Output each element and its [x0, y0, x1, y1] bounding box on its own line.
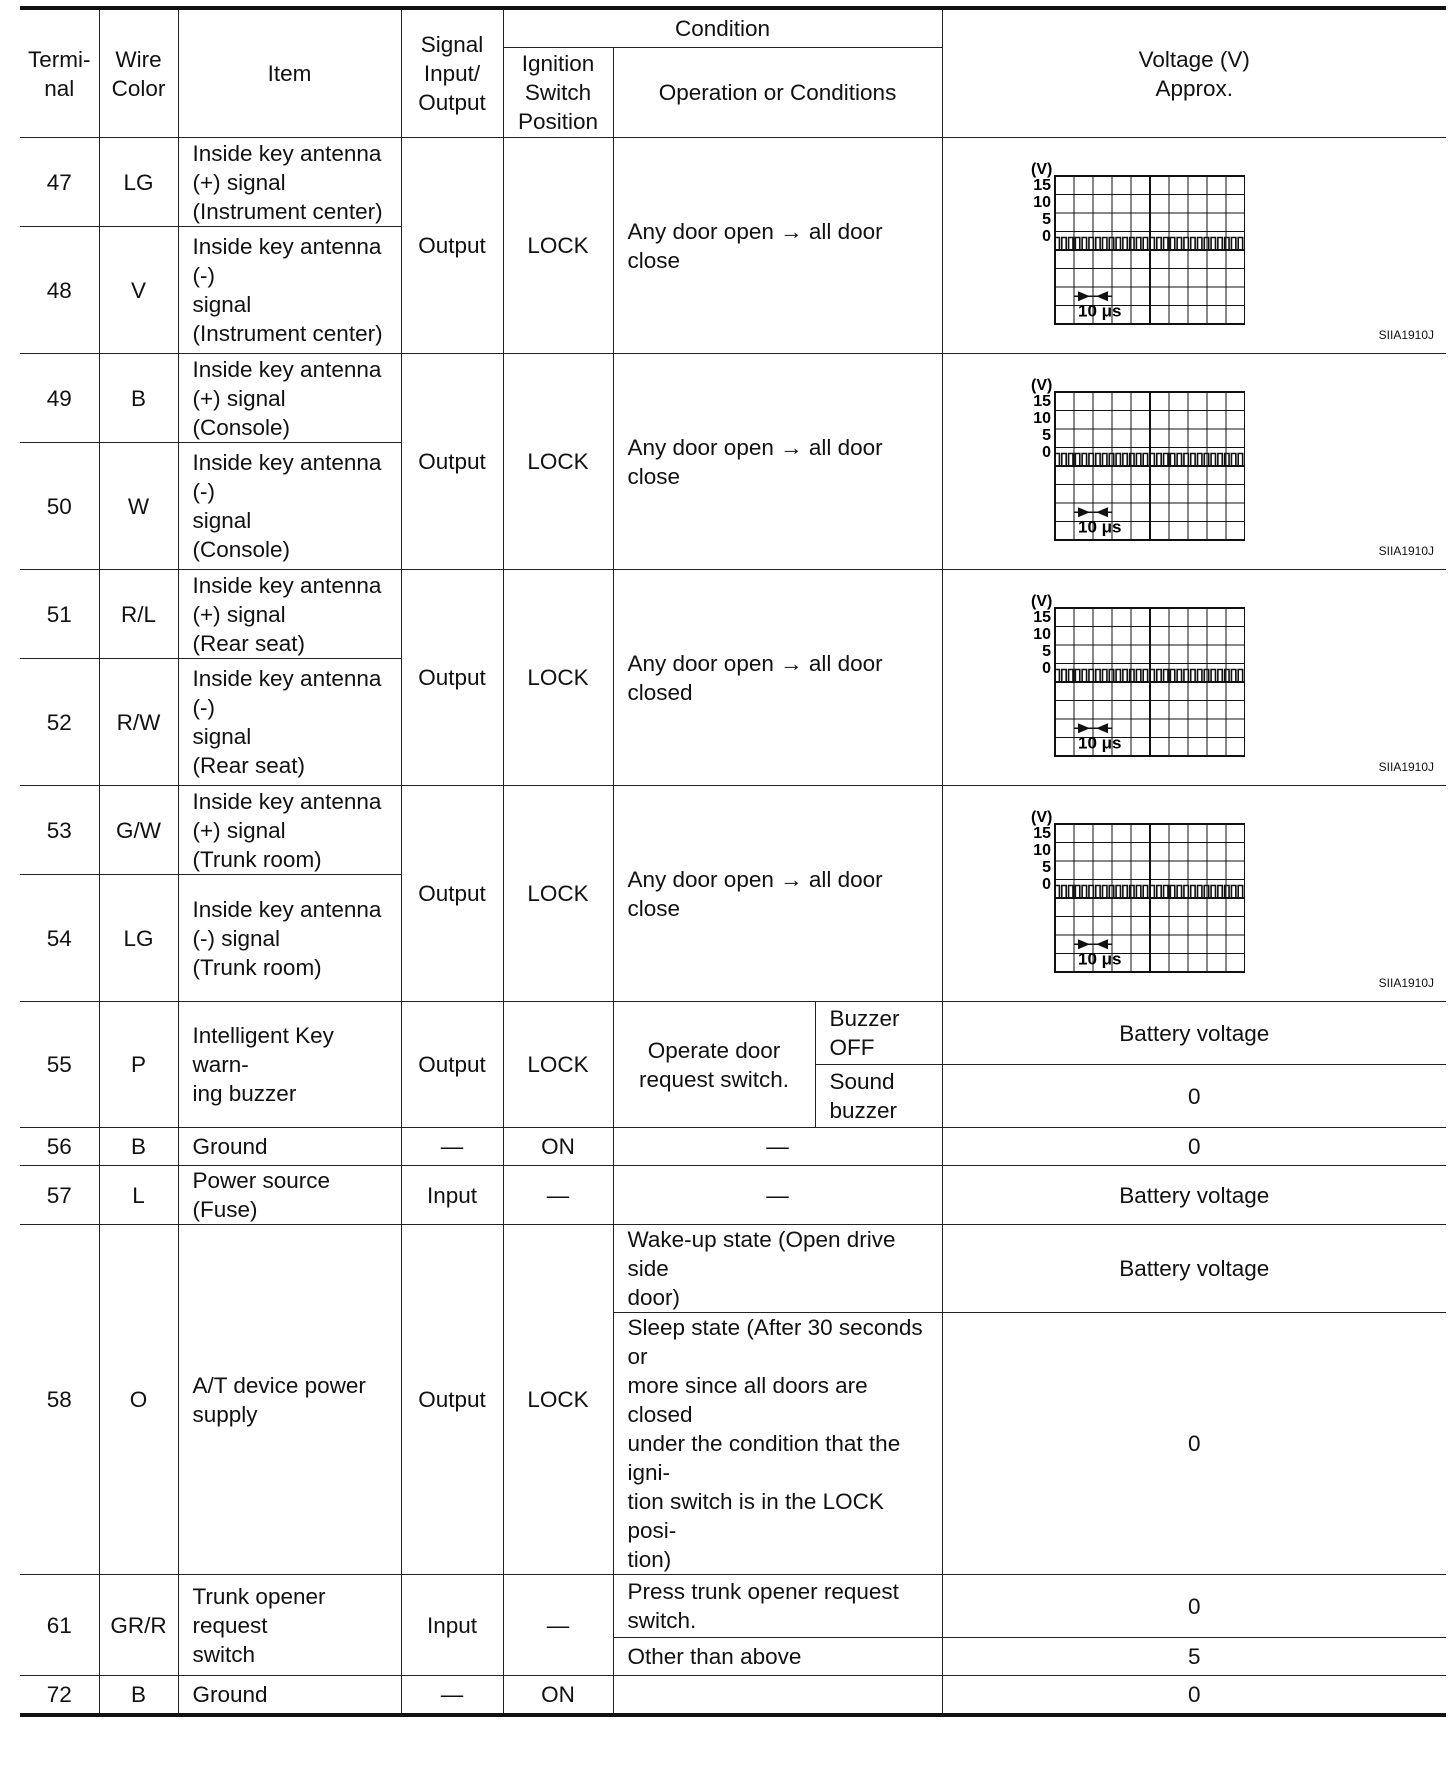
table-row [20, 138, 1446, 227]
condition-cell: Any door open → all door close [613, 138, 942, 354]
header-item: Item [178, 8, 401, 138]
y-tick-label: 5 [1041, 642, 1051, 660]
item-cell: Inside key antenna (+) signal (Trunk room) [178, 786, 401, 875]
signal-io-cell: — [401, 1676, 503, 1716]
figure-id: SIIA1910J [1378, 976, 1435, 990]
time-label: 10 μs [1077, 300, 1122, 320]
header-condition: Condition [503, 8, 942, 48]
voltage-cell: 0 [942, 1128, 1446, 1166]
y-tick-label: 15 [1032, 608, 1051, 626]
wire-color-cell: LG [99, 875, 178, 1002]
time-arrow-left [1096, 939, 1108, 949]
table-row [20, 1002, 1446, 1065]
item-cell: Ground [178, 1128, 401, 1166]
wire-color-cell: O [99, 1225, 178, 1575]
header-row [20, 8, 1446, 48]
time-label: 10 μs [1077, 948, 1122, 968]
header-signal: Signal Input/ Output [401, 8, 503, 138]
y-tick-label: 10 [1032, 193, 1051, 211]
ignition-cell: ON [503, 1128, 613, 1166]
ignition-cell: ON [503, 1676, 613, 1716]
terminal-cell: 57 [20, 1166, 99, 1225]
condition-cell: Press trunk opener request switch. [613, 1575, 942, 1638]
pulse-signal [1055, 453, 1245, 466]
terminal-cell: 47 [20, 138, 99, 227]
item-cell: Inside key antenna (-) signal (Rear seat) [178, 659, 401, 786]
terminal-cell: 53 [20, 786, 99, 875]
header-voltage: Voltage (V) Approx. [942, 8, 1446, 138]
condition-cell [613, 1676, 942, 1716]
item-cell: Inside key antenna (-) signal (Trunk room) [178, 875, 401, 1002]
y-tick-label: 0 [1041, 875, 1051, 893]
y-tick-label: 5 [1041, 858, 1051, 876]
waveform-cell [942, 786, 1446, 1002]
voltage-cell: Battery voltage [942, 1225, 1446, 1313]
terminal-cell: 51 [20, 570, 99, 659]
signal-io-cell: Output [401, 570, 503, 786]
time-arrow-right [1078, 939, 1090, 949]
table-body [20, 8, 1446, 1715]
signal-io-cell: Output [401, 354, 503, 570]
figure-id: SIIA1910J [1378, 760, 1435, 774]
terminal-cell: 54 [20, 875, 99, 1002]
time-arrow-left [1096, 291, 1108, 301]
header-ignition: Ignition Switch Position [503, 48, 613, 138]
condition-cell: Any door open → all door closed [613, 570, 942, 786]
waveform-cell [942, 138, 1446, 354]
terminal-cell: 56 [20, 1128, 99, 1166]
signal-io-cell: Output [401, 1002, 503, 1128]
item-cell: Trunk opener request switch [178, 1575, 401, 1676]
y-tick-label: 5 [1041, 210, 1051, 228]
signal-io-cell: Output [401, 786, 503, 1002]
item-cell: Inside key antenna (-) signal (Console) [178, 443, 401, 570]
terminal-cell: 50 [20, 443, 99, 570]
condition-cell: — [613, 1166, 942, 1225]
ignition-cell: LOCK [503, 138, 613, 354]
y-tick-label: 15 [1032, 824, 1051, 842]
pulse-signal [1055, 669, 1245, 682]
table-row [20, 786, 1446, 875]
y-tick-label: 0 [1041, 659, 1051, 677]
condition-cell: Operate door request switch. [613, 1002, 815, 1128]
y-tick-label: 10 [1032, 625, 1051, 643]
terminal-cell: 52 [20, 659, 99, 786]
waveform-cell [942, 354, 1446, 570]
y-tick-label: 5 [1041, 426, 1051, 444]
terminal-cell: 58 [20, 1225, 99, 1575]
terminal-cell: 61 [20, 1575, 99, 1676]
item-cell: Inside key antenna (+) signal (Console) [178, 354, 401, 443]
ignition-cell: — [503, 1166, 613, 1225]
condition-cell: Other than above [613, 1638, 942, 1676]
condition-cell: Any door open → all door close [613, 354, 942, 570]
ignition-cell: LOCK [503, 570, 613, 786]
signal-io-cell: Output [401, 138, 503, 354]
y-tick-label: 0 [1041, 227, 1051, 245]
time-arrow-right [1078, 723, 1090, 733]
signal-io-cell: Input [401, 1166, 503, 1225]
wire-color-cell: W [99, 443, 178, 570]
item-cell: Inside key antenna (+) signal (Rear seat) [178, 570, 401, 659]
time-arrow-left [1096, 507, 1108, 517]
wire-color-cell: V [99, 227, 178, 354]
time-arrow-right [1078, 291, 1090, 301]
sub-condition-cell: Sound buzzer [815, 1065, 942, 1128]
time-arrow-right [1078, 507, 1090, 517]
signal-io-cell: Output [401, 1225, 503, 1575]
item-cell: Inside key antenna (+) signal (Instrument center) [178, 138, 401, 227]
ignition-cell: LOCK [503, 1225, 613, 1575]
y-unit-label: (V) [1030, 376, 1052, 394]
terminal-cell: 72 [20, 1676, 99, 1716]
waveform-graph [985, 152, 1245, 340]
condition-cell: — [613, 1128, 942, 1166]
y-tick-label: 15 [1032, 392, 1051, 410]
signal-io-cell: — [401, 1128, 503, 1166]
ignition-cell: LOCK [503, 354, 613, 570]
time-label: 10 μs [1077, 516, 1122, 536]
terminal-cell: 49 [20, 354, 99, 443]
wire-color-cell: R/W [99, 659, 178, 786]
voltage-cell: 0 [942, 1676, 1446, 1716]
y-tick-label: 15 [1032, 176, 1051, 194]
wire-color-cell: B [99, 354, 178, 443]
condition-cell: Wake-up state (Open drive side door) [613, 1225, 942, 1313]
waveform-graph [985, 368, 1245, 556]
signal-io-cell: Input [401, 1575, 503, 1676]
wire-color-cell: GR/R [99, 1575, 178, 1676]
terminal-table [20, 6, 1446, 1717]
terminal-cell: 48 [20, 227, 99, 354]
table-row [20, 1676, 1446, 1716]
table-row [20, 570, 1446, 659]
pulse-signal [1055, 237, 1245, 250]
waveform-cell [942, 570, 1446, 786]
sub-condition-cell: Buzzer OFF [815, 1002, 942, 1065]
y-tick-label: 10 [1032, 841, 1051, 859]
y-unit-label: (V) [1030, 592, 1052, 610]
item-cell: Power source (Fuse) [178, 1166, 401, 1225]
figure-id: SIIA1910J [1378, 544, 1435, 558]
ignition-cell: LOCK [503, 786, 613, 1002]
y-unit-label: (V) [1030, 160, 1052, 178]
pulse-signal [1055, 885, 1245, 898]
voltage-cell: 5 [942, 1638, 1446, 1676]
wire-color-cell: L [99, 1166, 178, 1225]
table-row [20, 354, 1446, 443]
table-row [20, 1225, 1446, 1313]
y-unit-label: (V) [1030, 808, 1052, 826]
wire-color-cell: B [99, 1128, 178, 1166]
wire-color-cell: B [99, 1676, 178, 1716]
waveform-graph [985, 800, 1245, 988]
table-row [20, 1128, 1446, 1166]
header-terminal: Termi- nal [20, 8, 99, 138]
ignition-cell: LOCK [503, 1002, 613, 1128]
ignition-cell: — [503, 1575, 613, 1676]
header-operation: Operation or Conditions [613, 48, 942, 138]
voltage-cell: 0 [942, 1313, 1446, 1575]
item-cell: Inside key antenna (-) signal (Instrument center) [178, 227, 401, 354]
wire-color-cell: G/W [99, 786, 178, 875]
table-row [20, 1575, 1446, 1638]
terminal-table-page [20, 6, 1446, 1717]
item-cell: A/T device power supply [178, 1225, 401, 1575]
terminal-cell: 55 [20, 1002, 99, 1128]
voltage-cell: Battery voltage [942, 1166, 1446, 1225]
voltage-cell: 0 [942, 1065, 1446, 1128]
voltage-cell: 0 [942, 1575, 1446, 1638]
voltage-cell: Battery voltage [942, 1002, 1446, 1065]
header-wire-color: Wire Color [99, 8, 178, 138]
table-row [20, 1166, 1446, 1225]
y-tick-label: 10 [1032, 409, 1051, 427]
wire-color-cell: P [99, 1002, 178, 1128]
waveform-graph [985, 584, 1245, 772]
item-cell: Intelligent Key warn- ing buzzer [178, 1002, 401, 1128]
condition-cell: Any door open → all door close [613, 786, 942, 1002]
item-cell: Ground [178, 1676, 401, 1716]
wire-color-cell: R/L [99, 570, 178, 659]
condition-cell: Sleep state (After 30 seconds or more since all doors are closed under the condition that the igni- tion switch is in the LOCK posi- tion) [613, 1313, 942, 1575]
time-arrow-left [1096, 723, 1108, 733]
wire-color-cell: LG [99, 138, 178, 227]
time-label: 10 μs [1077, 732, 1122, 752]
figure-id: SIIA1910J [1378, 328, 1435, 342]
y-tick-label: 0 [1041, 443, 1051, 461]
